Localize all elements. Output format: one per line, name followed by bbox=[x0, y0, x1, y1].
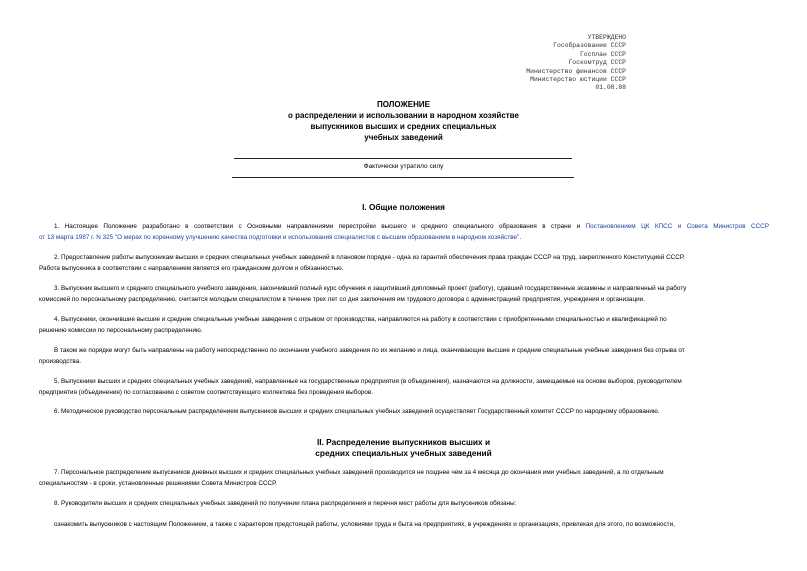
paragraph-line: специальностям - в сроки, установленные решениями Совета Министров СССР. bbox=[39, 480, 277, 487]
paragraph-line: 2. Предоставление работы выпускникам высших и средних специальных учебных заведений в плановом порядке - одна из гарантий обеспечения права граждан СССР на труд, закрепленного Конституцией СССР. bbox=[54, 254, 685, 261]
approval-line: Госплан СССР bbox=[579, 50, 626, 58]
paragraph-7 bbox=[39, 467, 769, 489]
paragraph-line: 6. Методическое руководство персональным распределением выпускников высших и средних специальных учебных заведений осуществляет Государственный комитет СССР по народному образованию. bbox=[54, 408, 660, 415]
text-segment: . bbox=[519, 234, 522, 241]
paragraph-line: предприятия (объединения) по согласованию с советом соответствующего коллектива без проведения выборов. bbox=[39, 389, 374, 396]
approval-stamp bbox=[526, 34, 626, 93]
paragraph-line: Работа выпускника в соответствии с направлением является его гражданским долгом и обязанностью. bbox=[39, 265, 344, 272]
paragraph-line: 3. Выпускник высшего и среднего специального учебного заведения, закончивший полный курс обучения и защитивший дипломный проект (работу), сдавший государственные экзамены и направленный на работу bbox=[54, 285, 687, 292]
paragraph-line: комиссией по персональному распределению, считается молодым специалистом в течение трех лет со дня заключения им трудового договора с администрацией предприятия, учреждения и организации. bbox=[39, 296, 645, 303]
section-heading-line: средних специальных учебных заведений bbox=[315, 448, 492, 458]
paragraph-line: решению комиссии по персональному распределению. bbox=[39, 327, 203, 334]
paragraph-line: ознакомить выпускников с настоящим Положением, а также с характером предстоящей работы, условиями труда и быта на предприятиях, в учреждениях и организациях, привлекая для этого, по возможности, bbox=[54, 521, 675, 528]
paragraph-2 bbox=[39, 252, 769, 274]
paragraph-line bbox=[39, 232, 769, 243]
approval-date: 01.08.88 bbox=[595, 84, 626, 92]
paragraph-4b bbox=[39, 345, 769, 367]
paragraph-line: производства. bbox=[39, 358, 81, 365]
section-heading: I. Общие положения bbox=[362, 202, 445, 212]
validity-status: Фактически утратило силу bbox=[363, 163, 444, 170]
decree-link[interactable]: Постановлением ЦК КПСС и Совета Министров СССР bbox=[585, 223, 769, 230]
divider bbox=[232, 177, 574, 178]
section-heading-line: II. Распределение выпускников высших и bbox=[316, 437, 491, 447]
paragraph-4 bbox=[39, 314, 769, 336]
text-segment: 1. Настоящее Положение разработано в соответствии с Основными направлениями перестройки высшего и среднего специального образования в стране и bbox=[54, 223, 586, 230]
paragraph-line: 8. Руководители высших и средних специальных учебных заведений по получении плана распределения и перечня мест работы для выпускников обязаны: bbox=[54, 500, 517, 507]
paragraph-6 bbox=[39, 406, 769, 417]
paragraph-line: 7. Персональное распределение выпускников дневных высших и средних специальных учебных заведений производится не позднее чем за 4 месяца до окончания ими учебных заведений, а по отдельным bbox=[54, 469, 664, 476]
paragraph-9 bbox=[39, 519, 769, 530]
divider bbox=[234, 158, 572, 159]
paragraph-1 bbox=[39, 221, 769, 243]
paragraph-line bbox=[39, 221, 769, 232]
approval-line: Министерство юстиции СССР bbox=[530, 76, 626, 84]
paragraph-8 bbox=[39, 498, 769, 509]
paragraph-3 bbox=[39, 283, 769, 305]
paragraph-line: 5. Выпускники высших и средних специальных учебных заведений, направленные на государственные предприятия (в объединения), назначаются на должности, замещаемые на основе выборов, руководителем bbox=[54, 378, 682, 385]
section-heading-2 bbox=[0, 437, 807, 459]
approval-line: Госкомтруд СССР bbox=[568, 59, 626, 67]
approval-line: Министерство финансов СССР bbox=[526, 67, 626, 75]
document-title bbox=[0, 99, 807, 143]
decree-title-link[interactable]: от 13 марта 1987 г. N 325 "О мерах по коренному улучшению качества подготовки и использования специалистов с высшим образованием в народном хозяйстве" bbox=[39, 234, 520, 241]
paragraph-line: 4. Выпускники, окончившие высшие и средние специальные учебные заведения с отрывом от производства, направляются на работу в соответствии с приобретенными специальностью и квалификацией по bbox=[54, 316, 667, 323]
approval-line: Гособразование СССР bbox=[553, 42, 626, 50]
paragraph-line: В таком же порядке могут быть направлены на работу непосредственно по окончании учебного заведения по их желанию и лица, оканчивающие высшие и средние специальные учебные заведения без отрыва от bbox=[54, 347, 685, 354]
title-subline: выпускников высших и средних специальных bbox=[310, 122, 497, 131]
title-subline: о распределении и использовании в народном хозяйстве bbox=[288, 111, 519, 120]
paragraph-5 bbox=[39, 376, 769, 398]
title-subline: учебных заведений bbox=[364, 133, 443, 142]
title-heading: ПОЛОЖЕНИЕ bbox=[377, 100, 430, 109]
approval-line: УТВЕРЖДЕНО bbox=[587, 34, 626, 41]
